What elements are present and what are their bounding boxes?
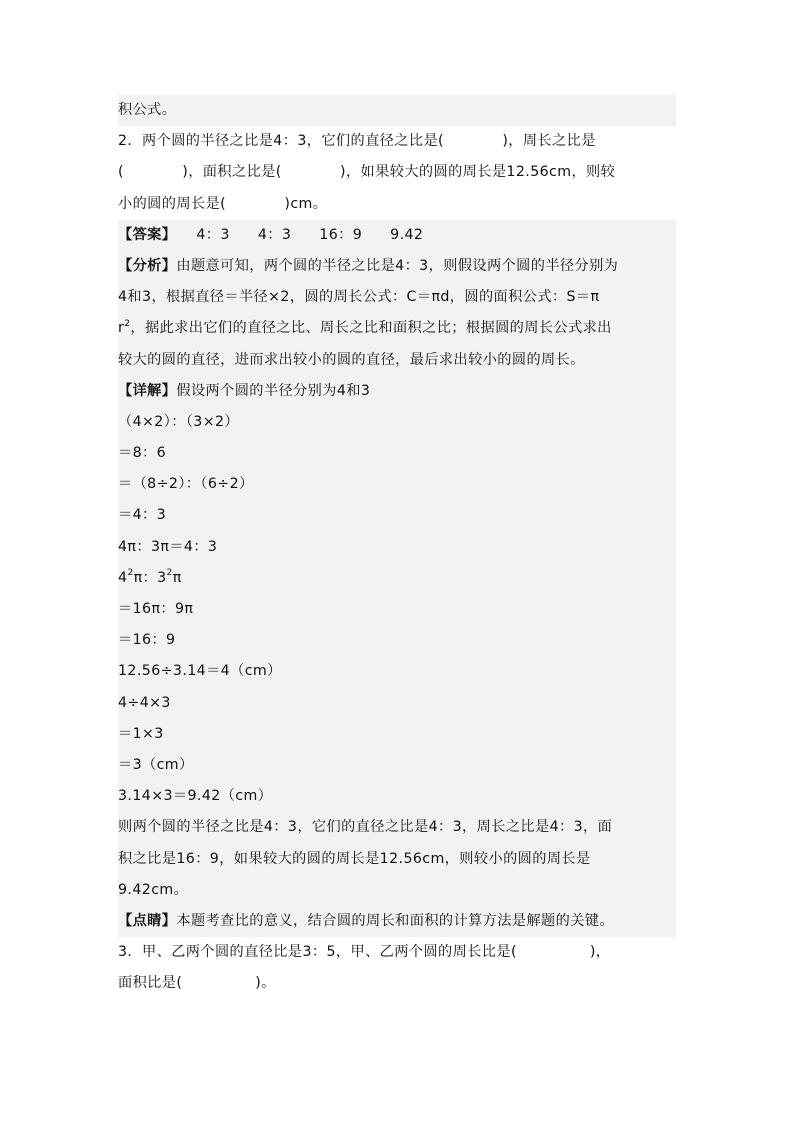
answer-1: 4：3 xyxy=(196,226,230,243)
detail-line xyxy=(118,719,676,750)
line-text: ( )，面积之比是( )，如果较大的圆的周长是12.56cm，则较 xyxy=(118,164,616,181)
analysis-line-2 xyxy=(118,282,676,313)
detail-line xyxy=(118,594,676,625)
document-page xyxy=(118,95,676,999)
answer-4: 9.42 xyxy=(390,226,424,243)
detail-line xyxy=(118,875,676,906)
line-text: 2．两个圆的半径之比是4：3，它们的直径之比是( )，周长之比是 xyxy=(118,133,596,150)
detail-line xyxy=(118,532,676,563)
answer-line xyxy=(118,220,676,251)
line-text: 12.56÷3.14＝4（cm） xyxy=(118,663,282,680)
line-text: 较大的圆的直径，进而求出较小的圆的直径，最后求出较小的圆的周长。 xyxy=(118,351,585,368)
question-2-line-3 xyxy=(118,189,676,220)
detail-line xyxy=(118,750,676,781)
line-text: π xyxy=(172,569,182,586)
line-text: ＝3（cm） xyxy=(118,756,194,773)
detail-line xyxy=(118,781,676,812)
answer-3: 16：9 xyxy=(319,226,363,243)
line-text: 3.14×3＝9.42（cm） xyxy=(118,788,273,805)
detail-line xyxy=(118,625,676,656)
detail-line xyxy=(118,563,676,594)
line-text: 4π：3π＝4：3 xyxy=(118,538,218,555)
line-text: 3．甲、乙两个圆的直径比是3：5，甲、乙两个圆的周长比是( )， xyxy=(118,944,611,961)
detail-line xyxy=(118,812,676,843)
line-text: 假设两个圆的半径分别为4和3 xyxy=(176,382,371,399)
detail-line xyxy=(118,407,676,438)
line-text: π：3 xyxy=(133,569,167,586)
line-text: 9.42cm。 xyxy=(118,881,189,898)
superscript: 2 xyxy=(127,568,134,579)
line-text: ，据此求出它们的直径之比、周长之比和面积之比；根据圆的周长公式求出 xyxy=(130,320,612,337)
line-text: 积之比是16：9，如果较大的圆的周长是12.56cm，则较小的圆的周长是 xyxy=(118,850,591,867)
line-text: ＝8：6 xyxy=(118,445,167,462)
comment-tag: 【点睛】 xyxy=(118,912,177,929)
line-text: ＝（8÷2）：（6÷2） xyxy=(118,476,254,493)
line-text: 由题意可知，两个圆的半径之比是4：3，则假设两个圆的半径分别为 xyxy=(176,257,619,274)
detail-line xyxy=(118,688,676,719)
detail-line xyxy=(118,438,676,469)
line-text: 则两个圆的半径之比是4：3，它们的直径之比是4：3，周长之比是4：3，面 xyxy=(118,819,613,836)
line-text: r xyxy=(118,320,125,337)
line-text: 4÷4×3 xyxy=(118,694,171,711)
question-3-line-1 xyxy=(118,937,676,968)
detail-line-1 xyxy=(118,376,676,407)
question-2-line-2 xyxy=(118,157,676,188)
line-text: 4和3，根据直径＝半径×2，圆的周长公式：C＝πd，圆的面积公式：S＝π xyxy=(118,289,600,306)
comment-line xyxy=(118,906,676,937)
superscript: 2 xyxy=(124,318,131,329)
analysis-line-3 xyxy=(118,313,676,344)
line-text: 面积比是( )。 xyxy=(118,975,276,992)
question-2-line-1 xyxy=(118,126,676,157)
line-text: ＝1×3 xyxy=(118,725,164,742)
detail-line xyxy=(118,469,676,500)
line-text: ＝4：3 xyxy=(118,507,167,524)
line-text: 积公式。 xyxy=(118,102,177,118)
question-3-line-2 xyxy=(118,968,676,999)
analysis-line-4 xyxy=(118,345,676,376)
analysis-line-1 xyxy=(118,251,676,282)
detail-line xyxy=(118,500,676,531)
detail-tag: 【详解】 xyxy=(118,382,177,399)
answer-2: 4：3 xyxy=(257,226,292,243)
detail-line xyxy=(118,656,676,687)
analysis-tag: 【分析】 xyxy=(118,257,177,274)
answer-tag: 【答案】 xyxy=(118,226,177,243)
line-text: ＝16：9 xyxy=(118,632,176,649)
line-text: （4×2）：（3×2） xyxy=(118,413,240,430)
superscript: 2 xyxy=(166,568,173,579)
line-text: 4 xyxy=(118,569,128,586)
line-text: ＝16π：9π xyxy=(118,601,194,617)
detail-line xyxy=(118,844,676,875)
text-line xyxy=(118,95,676,126)
line-text: 本题考查比的意义，结合圆的周长和面积的计算方法是解题的关键。 xyxy=(176,912,614,929)
line-text: 小的圆的周长是( )cm。 xyxy=(118,195,328,212)
